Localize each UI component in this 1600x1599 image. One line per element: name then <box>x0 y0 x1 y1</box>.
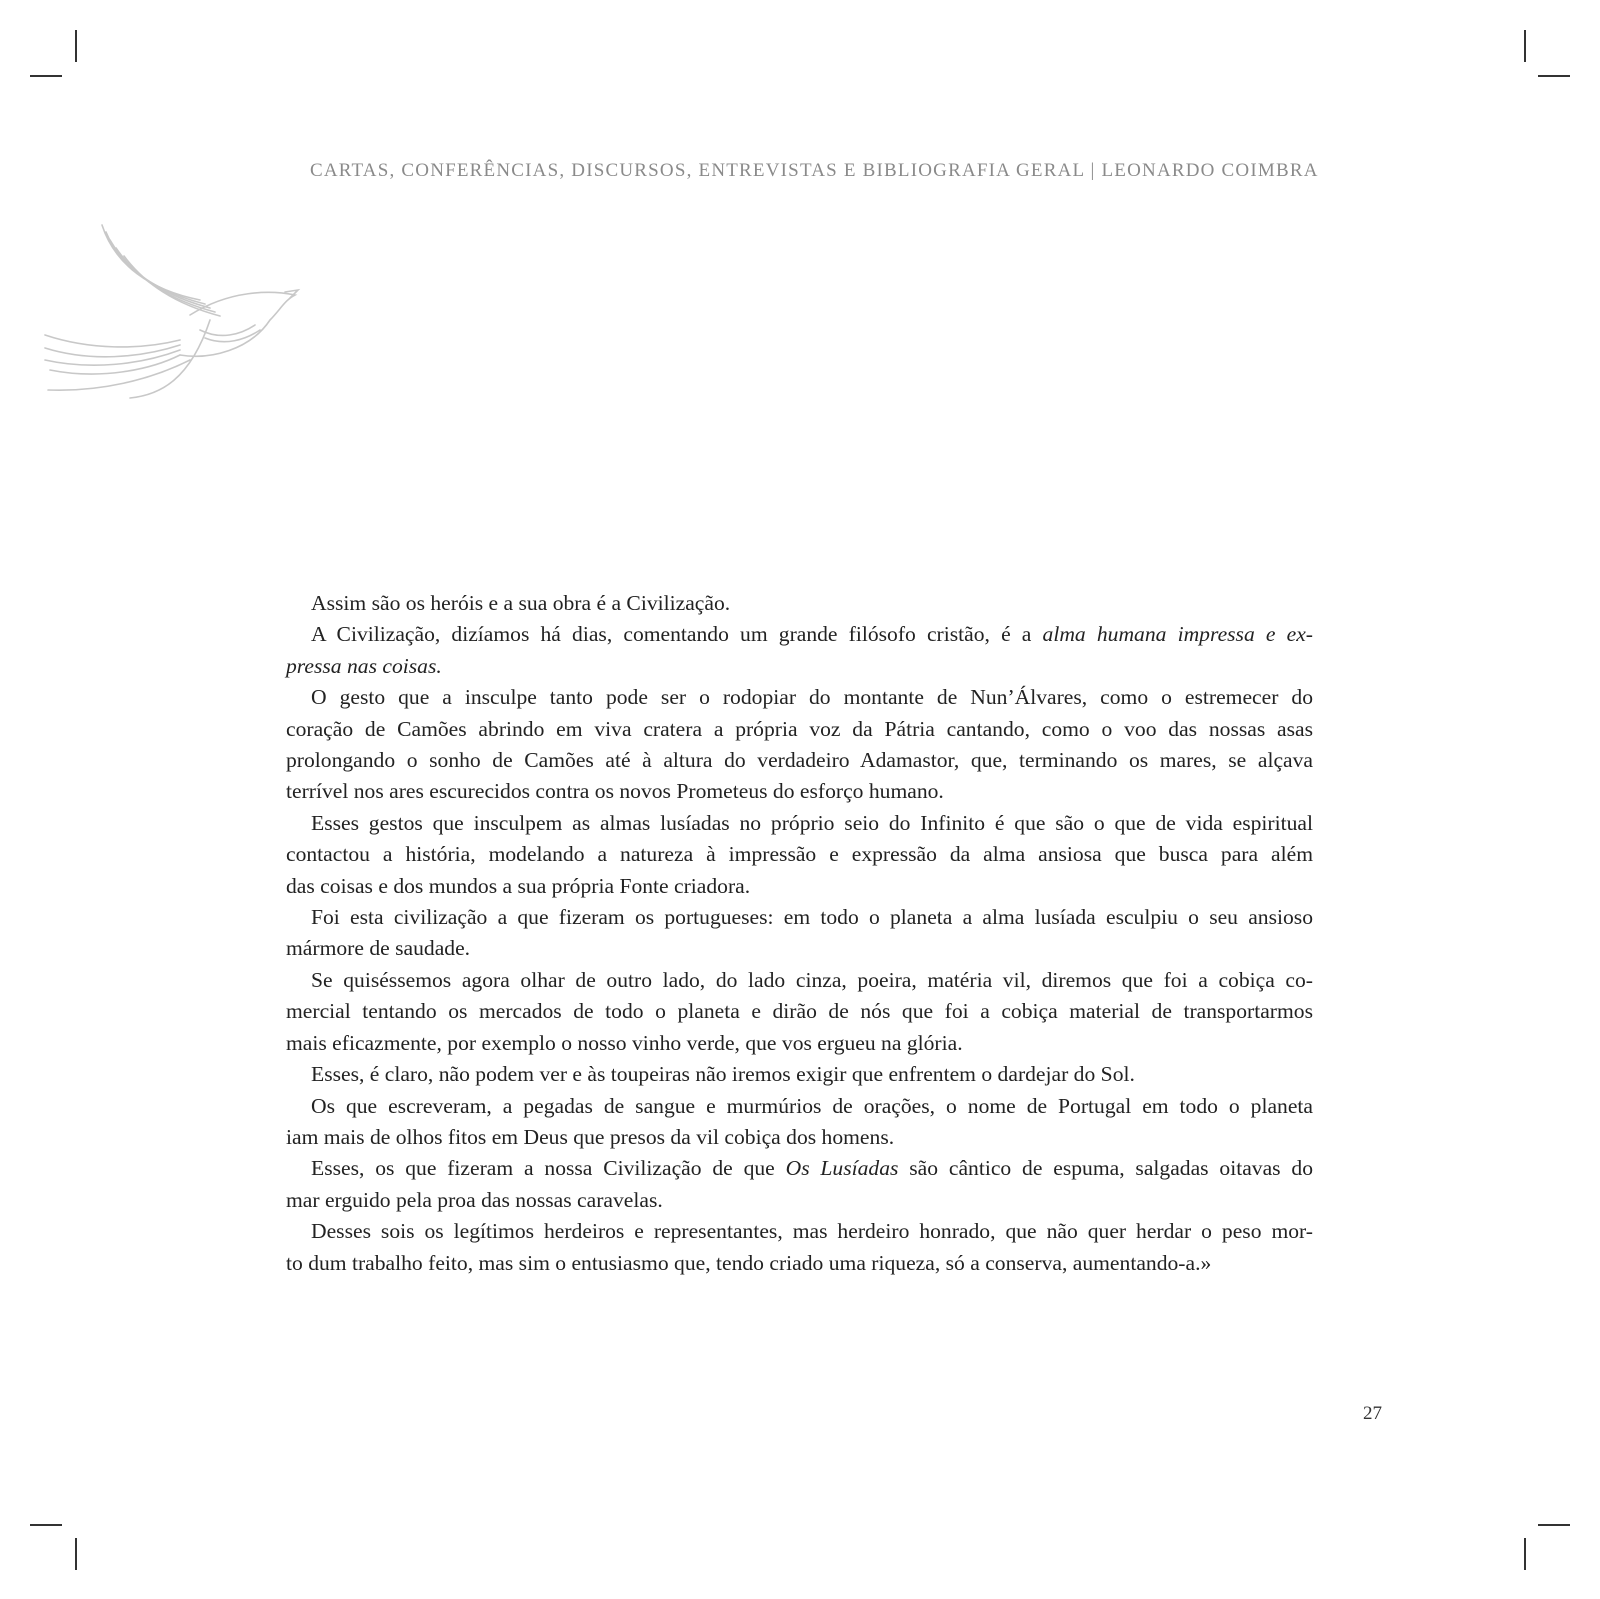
text-line <box>286 1059 1313 1090</box>
text-segment: mar erguido pela proa das nossas caravelas. <box>286 1187 663 1212</box>
crop-mark <box>75 30 77 62</box>
text-line <box>286 1122 1313 1153</box>
paragraph <box>286 588 1313 619</box>
text-line <box>286 619 1313 650</box>
text-segment: terrível nos ares escurecidos contra os novos Prometeus do esforço humano. <box>286 779 944 804</box>
text-segment: prolongando o sonho de Camões até à altura do verdadeiro Adamastor, que, terminando os mares, se alçava <box>286 748 1313 773</box>
text-segment: Assim são os heróis e a sua obra é a Civilização. <box>311 591 731 615</box>
crop-mark <box>1524 1538 1526 1570</box>
text-line <box>286 839 1313 870</box>
text-line <box>286 682 1313 713</box>
paragraph <box>286 808 1313 902</box>
text-line <box>286 776 1313 807</box>
text-line <box>286 745 1313 776</box>
text-segment: A Civilização, dizíamos há dias, comentando um grande filósofo cristão, é a <box>311 622 1043 647</box>
text-line <box>286 965 1313 996</box>
text-line <box>286 996 1313 1027</box>
text-line <box>286 1216 1313 1247</box>
bird-illustration <box>40 220 310 410</box>
text-line <box>286 808 1313 839</box>
text-segment: O gesto que a insculpe tanto pode ser o rodopiar do montante de Nun’Álvares, como o estremecer do <box>311 685 1313 710</box>
text-segment: Esses, os que fizeram a nossa Civilização de que <box>311 1156 786 1181</box>
text-segment: Esses gestos que insculpem as almas lusíadas no próprio seio do Infinito é que são o que de vida espiritual <box>311 810 1313 835</box>
text-segment: Foi esta civilização a que fizeram os portugueses: em todo o planeta a alma lusíada esculpiu o seu ansioso <box>311 905 1313 930</box>
paragraph <box>286 1216 1313 1279</box>
crop-mark <box>30 75 62 77</box>
running-head: CARTAS, CONFERÊNCIAS, DISCURSOS, ENTREVISTAS E BIBLIOGRAFIA GERAL | LEONARDO COIMBRA <box>310 160 1319 181</box>
paragraph <box>286 1153 1313 1216</box>
text-segment: mercial tentando os mercados de todo o planeta e dirão de nós que foi a cobiça material de transportarmos <box>286 999 1313 1024</box>
page-number: 27 <box>1363 1403 1382 1424</box>
text-segment: das coisas e dos mundos a sua própria Fonte criadora. <box>286 873 751 898</box>
text-line <box>286 902 1313 933</box>
text-segment: são cântico de espuma, salgadas oitavas do <box>898 1156 1313 1181</box>
text-segment: to dum trabalho feito, mas sim o entusiasmo que, tendo criado uma riqueza, só a conserva, aumentando-a.» <box>286 1250 1212 1275</box>
body-text <box>286 588 1313 1279</box>
crop-mark <box>30 1524 62 1526</box>
crop-mark <box>1524 30 1526 62</box>
paragraph <box>286 1059 1313 1090</box>
italic-text: alma humana impressa e ex- <box>1042 622 1313 647</box>
crop-mark <box>1538 1524 1570 1526</box>
text-segment: Desses sois os legítimos herdeiros e representantes, mas herdeiro honrado, que não quer herdar o peso mor- <box>311 1219 1313 1244</box>
text-segment: contactou a história, modelando a natureza à impressão e expressão da alma ansiosa que busca para além <box>286 842 1313 867</box>
text-segment: iam mais de olhos fitos em Deus que presos da vil cobiça dos homens. <box>286 1124 895 1149</box>
paragraph <box>286 1091 1313 1154</box>
text-line <box>286 1028 1313 1059</box>
paragraph <box>286 965 1313 1059</box>
italic-text: pressa nas coisas. <box>286 653 442 678</box>
paragraph <box>286 619 1313 682</box>
text-line <box>286 714 1313 745</box>
text-segment: coração de Camões abrindo em viva cratera a própria voz da Pátria cantando, como o voo das nossas asas <box>286 716 1313 741</box>
text-line <box>286 1091 1313 1122</box>
text-segment: Esses, é claro, não podem ver e às toupeiras não iremos exigir que enfrentem o dardejar do Sol. <box>311 1062 1135 1087</box>
crop-mark <box>1538 75 1570 77</box>
paragraph <box>286 902 1313 965</box>
text-line <box>286 1248 1313 1279</box>
italic-text: Os Lusíadas <box>785 1156 899 1181</box>
text-line <box>286 1153 1313 1184</box>
paragraph <box>286 682 1313 808</box>
text-segment: Se quiséssemos agora olhar de outro lado, do lado cinza, poeira, matéria vil, diremos que foi a cobiça co- <box>311 967 1313 992</box>
text-segment: mais eficazmente, por exemplo o nosso vinho verde, que vos ergueu na glória. <box>286 1030 963 1055</box>
text-line <box>286 871 1313 902</box>
crop-mark <box>75 1538 77 1570</box>
text-line <box>286 651 1313 682</box>
text-line <box>286 588 1313 619</box>
text-line <box>286 1185 1313 1216</box>
text-line <box>286 933 1313 964</box>
text-segment: Os que escreveram, a pegadas de sangue e murmúrios de orações, o nome de Portugal em todo o planeta <box>311 1093 1313 1118</box>
text-segment: mármore de saudade. <box>286 936 471 961</box>
